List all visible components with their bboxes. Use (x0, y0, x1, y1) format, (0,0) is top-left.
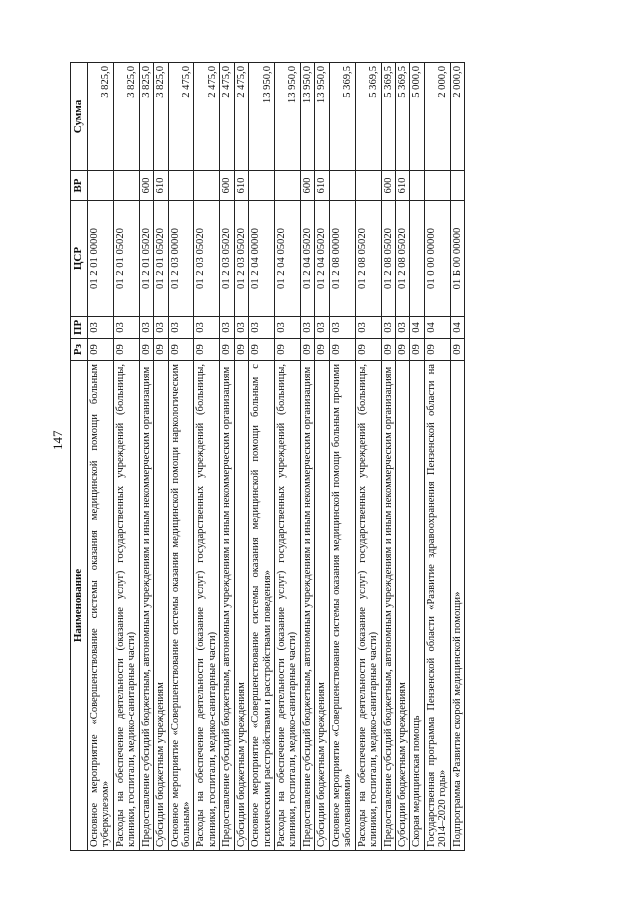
cell-vr: 600 (381, 171, 395, 201)
cell-rz: 09 (410, 339, 424, 361)
cell-vr (168, 171, 194, 201)
cell-csr: 01 2 04 05020 (275, 201, 301, 317)
cell-pr: 03 (194, 317, 220, 339)
cell-rz: 09 (194, 339, 220, 361)
cell-csr: 01 2 03 05020 (194, 201, 220, 317)
cell-rz: 09 (275, 339, 301, 361)
cell-pr: 03 (249, 317, 275, 339)
cell-rz: 09 (234, 339, 248, 361)
cell-name: Подпрограмма «Развитие скорой медицинской помощи» (450, 361, 464, 851)
cell-rz: 09 (355, 339, 381, 361)
cell-rz: 09 (220, 339, 234, 361)
cell-csr: 01 2 08 05020 (395, 201, 409, 317)
cell-csr: 01 2 01 05020 (113, 201, 139, 317)
cell-rz: 09 (300, 339, 314, 361)
cell-csr: 01 2 03 00000 (168, 201, 194, 317)
table-row (355, 63, 381, 851)
table-row (194, 63, 220, 851)
header-name: Наименование (71, 361, 88, 851)
header-csr: ЦСР (71, 201, 88, 317)
cell-pr: 03 (395, 317, 409, 339)
cell-csr: 01 2 04 00000 (249, 201, 275, 317)
cell-csr: 01 Б 00 00000 (450, 201, 464, 317)
cell-name: Предоставление субсидий бюджетным, автономным учреждениям и иным некоммерческим организациям (139, 361, 153, 851)
cell-csr: 01 2 04 05020 (315, 201, 329, 317)
table-row (395, 63, 409, 851)
table-row (381, 63, 395, 851)
table-row (113, 63, 139, 851)
cell-csr: 01 2 03 05020 (234, 201, 248, 317)
cell-name: Основное мероприятие «Совершенствование системы оказания медицинской помощи больным с психическими расстройствами и расстройствами поведения» (249, 361, 275, 851)
cell-pr: 03 (355, 317, 381, 339)
cell-name: Основное мероприятие «Совершенствование системы оказания медицинской помощи больным прочими заболеваниями» (329, 361, 355, 851)
cell-sum: 5 369,5 (355, 63, 381, 171)
table-row (450, 63, 464, 851)
cell-sum: 3 825,0 (113, 63, 139, 171)
cell-pr: 03 (234, 317, 248, 339)
cell-vr: 610 (234, 171, 248, 201)
cell-name: Расходы на обеспечение деятельности (оказание услуг) государственных учреждений (больницы, клиники, госпитали, медико-санитарные части) (194, 361, 220, 851)
cell-vr: 610 (395, 171, 409, 201)
cell-csr: 01 2 04 05020 (300, 201, 314, 317)
cell-name: Субсидии бюджетным учреждениям (234, 361, 248, 851)
cell-rz: 09 (168, 339, 194, 361)
cell-sum: 5 369,5 (329, 63, 355, 171)
header-pr: ПР (71, 317, 88, 339)
cell-rz: 09 (154, 339, 168, 361)
cell-sum: 5 369,5 (395, 63, 409, 171)
cell-sum: 13 950,0 (275, 63, 301, 171)
table-row (168, 63, 194, 851)
cell-sum: 13 950,0 (249, 63, 275, 171)
cell-pr: 03 (329, 317, 355, 339)
header-vr: ВР (71, 171, 88, 201)
cell-name: Предоставление субсидий бюджетным, автономным учреждениям и иным некоммерческим организациям (300, 361, 314, 851)
cell-rz: 09 (113, 339, 139, 361)
cell-csr: 01 2 08 05020 (381, 201, 395, 317)
cell-pr: 03 (113, 317, 139, 339)
cell-csr: 01 2 08 00000 (329, 201, 355, 317)
cell-rz: 09 (329, 339, 355, 361)
cell-name: Расходы на обеспечение деятельности (оказание услуг) государственных учреждений (больницы, клиники, госпитали, медико-санитарные части) (355, 361, 381, 851)
cell-pr: 03 (220, 317, 234, 339)
cell-sum: 3 825,0 (87, 63, 113, 171)
cell-sum: 13 950,0 (315, 63, 329, 171)
cell-name: Основное мероприятие «Совершенствование системы оказания медицинской помощи наркологическим больным» (168, 361, 194, 851)
cell-rz: 09 (139, 339, 153, 361)
table-row (424, 63, 450, 851)
table-row (329, 63, 355, 851)
table-row (315, 63, 329, 851)
table-row (275, 63, 301, 851)
cell-vr (275, 171, 301, 201)
cell-sum: 5 369,5 (381, 63, 395, 171)
rotated-page-content (70, 63, 465, 851)
table-body (87, 63, 464, 851)
cell-name: Субсидии бюджетным учреждениям (154, 361, 168, 851)
cell-rz: 09 (87, 339, 113, 361)
table-row (234, 63, 248, 851)
cell-sum: 2 475,0 (194, 63, 220, 171)
cell-csr: 01 2 08 05020 (355, 201, 381, 317)
table-row (139, 63, 153, 851)
cell-sum: 2 475,0 (234, 63, 248, 171)
cell-name: Расходы на обеспечение деятельности (оказание услуг) государственных учреждений (больницы, клиники, госпитали, медико-санитарные части) (275, 361, 301, 851)
cell-name: Субсидии бюджетным учреждениям (395, 361, 409, 851)
cell-pr: 03 (139, 317, 153, 339)
cell-rz: 09 (249, 339, 275, 361)
cell-sum: 5 000,0 (410, 63, 424, 171)
cell-vr (410, 171, 424, 201)
cell-pr: 03 (381, 317, 395, 339)
cell-sum: 13 950,0 (300, 63, 314, 171)
cell-sum: 2 000,0 (450, 63, 464, 171)
table-row (220, 63, 234, 851)
table-row (249, 63, 275, 851)
page-number: 147 (50, 430, 65, 450)
cell-sum: 3 825,0 (154, 63, 168, 171)
cell-name: Предоставление субсидий бюджетным, автономным учреждениям и иным некоммерческим организациям (220, 361, 234, 851)
cell-vr: 610 (154, 171, 168, 201)
table-header-row (71, 63, 88, 851)
cell-vr: 600 (220, 171, 234, 201)
cell-name: Предоставление субсидий бюджетным, автономным учреждениям и иным некоммерческим организациям (381, 361, 395, 851)
table-row (300, 63, 314, 851)
table-row (410, 63, 424, 851)
cell-vr (194, 171, 220, 201)
cell-rz: 09 (395, 339, 409, 361)
table-row (87, 63, 113, 851)
cell-pr: 04 (410, 317, 424, 339)
cell-name: Государственная программа Пензенской области «Развитие здравоохранения Пензенской области на 2014–2020 годы» (424, 361, 450, 851)
cell-name: Расходы на обеспечение деятельности (оказание услуг) государственных учреждений (больницы, клиники, госпитали, медико-санитарные части) (113, 361, 139, 851)
cell-rz: 09 (450, 339, 464, 361)
cell-vr (87, 171, 113, 201)
cell-vr (249, 171, 275, 201)
cell-name: Основное мероприятие «Совершенствование системы оказания медицинской помощи больным туберкулезом» (87, 361, 113, 851)
cell-pr: 03 (87, 317, 113, 339)
table-row (154, 63, 168, 851)
cell-rz: 09 (381, 339, 395, 361)
cell-sum: 2 000,0 (424, 63, 450, 171)
cell-name: Субсидии бюджетным учреждениям (315, 361, 329, 851)
cell-sum: 2 475,0 (168, 63, 194, 171)
cell-vr (450, 171, 464, 201)
cell-sum: 3 825,0 (139, 63, 153, 171)
cell-pr: 04 (450, 317, 464, 339)
header-rz: Рз (71, 339, 88, 361)
cell-csr (410, 201, 424, 317)
cell-vr: 600 (139, 171, 153, 201)
cell-vr (424, 171, 450, 201)
cell-pr: 03 (300, 317, 314, 339)
cell-vr (329, 171, 355, 201)
cell-sum: 2 475,0 (220, 63, 234, 171)
cell-pr: 04 (424, 317, 450, 339)
cell-csr: 01 2 01 05020 (139, 201, 153, 317)
cell-pr: 03 (168, 317, 194, 339)
cell-csr: 01 2 01 00000 (87, 201, 113, 317)
cell-vr: 600 (300, 171, 314, 201)
cell-csr: 01 0 00 00000 (424, 201, 450, 317)
cell-vr (113, 171, 139, 201)
cell-rz: 09 (424, 339, 450, 361)
cell-csr: 01 2 03 05020 (220, 201, 234, 317)
cell-name: Скорая медицинская помощь (410, 361, 424, 851)
cell-pr: 03 (275, 317, 301, 339)
cell-vr: 610 (315, 171, 329, 201)
header-sum: Сумма (71, 63, 88, 171)
cell-vr (355, 171, 381, 201)
cell-pr: 03 (315, 317, 329, 339)
cell-rz: 09 (315, 339, 329, 361)
cell-csr: 01 2 01 05020 (154, 201, 168, 317)
budget-table (70, 62, 465, 851)
cell-pr: 03 (154, 317, 168, 339)
